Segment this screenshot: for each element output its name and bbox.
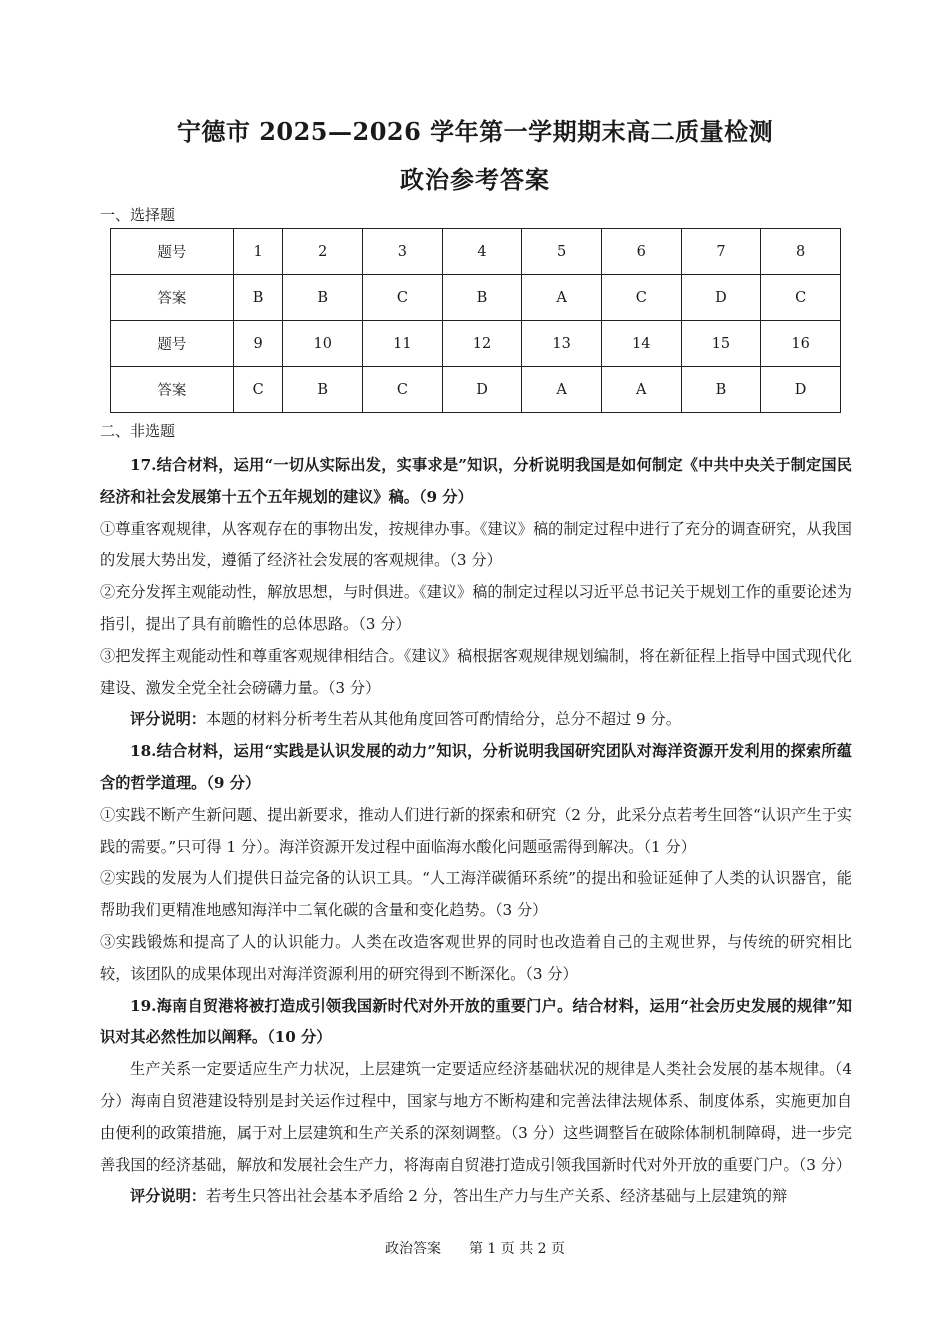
table-cell: D — [761, 367, 841, 413]
q17-point-2: ②充分发挥主观能动性，解放思想，与时俱进。《建议》稿的制定过程以习近平总书记关于规划工作的重要论述为指引，提出了具有前瞻性的总体思路。（3 分） — [100, 583, 852, 633]
table-cell: 7 — [681, 229, 761, 275]
scoring-note-text: 若考生只答出社会基本矛盾给 2 分，答出生产力与生产关系、经济基础与上层建筑的辩 — [205, 1187, 788, 1206]
page-subtitle: 政治参考答案 — [400, 165, 550, 194]
q17-point-3: ③把发挥主观能动性和尊重客观规律相结合。《建议》稿根据客观规律规划编制，将在新征程上指导中国式现代化建设、激发全党全社会磅礴力量。（3 分） — [100, 646, 852, 697]
table-cell: 15 — [681, 321, 761, 367]
table-cell: 14 — [601, 321, 681, 367]
table-cell: B — [283, 367, 363, 413]
table-cell: A — [601, 367, 681, 413]
table-cell: D — [442, 367, 522, 413]
row-header-cell: 题号 — [111, 321, 234, 367]
table-cell: C — [761, 275, 841, 321]
question-18: 18.结合材料，运用“实践是认识发展的动力”知识，分析说明我国研究团队对海洋资源开发利用的探索所蕴含的哲学道理。（9 分） — [100, 742, 852, 792]
table-cell: 16 — [761, 321, 841, 367]
table-cell: 10 — [283, 321, 363, 367]
table-cell: B — [442, 275, 522, 321]
table-cell: D — [681, 275, 761, 321]
table-cell: C — [363, 275, 443, 321]
question-17: 17.结合材料，运用“一切从实际出发，实事求是”知识，分析说明我国是如何制定《中共中央关于制定国民经济和社会发展第十五个五年规划的建议》稿。（9 分） — [100, 456, 852, 506]
table-cell: 4 — [442, 229, 522, 275]
q17-scoring-note — [100, 704, 852, 736]
q19-paragraph: 生产关系一定要适应生产力状况，上层建筑一定要适应经济基础状况的规律是人类社会发展的基本规律。（4 分）海南自贸港建设特别是封关运作过程中，国家与地方不断构建和完善法律法规体系、制度体系，实施更加自由便利的政策措施，属于对上层建筑和生产关系的深刻调整。（3 分）这些调整旨在破除体制机制障碍，进一步完善我国的经济基础，解放和发展社会生产力，将海南自贸港打造成引领我国新时代对外开放的重要门户。（3 分） — [100, 1060, 852, 1174]
table-cell: 3 — [363, 229, 443, 275]
answer-table — [110, 228, 841, 413]
q17-point-1: ①尊重客观规律，从客观存在的事物出发，按规律办事。《建议》稿的制定过程中进行了充分的调查研究，从我国的发展大势出发，遵循了经济社会发展的客观规律。（3 分） — [100, 519, 852, 570]
table-cell: 11 — [363, 321, 443, 367]
section-heading-nonchoice: 二、非选题 — [100, 422, 176, 440]
table-cell: 9 — [233, 321, 283, 367]
section-heading-choice: 一、选择题 — [100, 206, 176, 224]
table-cell: 2 — [283, 229, 363, 275]
q18-point-2: ②实践的发展为人们提供日益完备的认识工具。“人工海洋碳循环系统”的提出和验证延伸了人类的认识器官，能帮助我们更精准地感知海洋中二氧化碳的含量和变化趋势。（3 分） — [100, 869, 852, 920]
table-cell: B — [681, 367, 761, 413]
table-cell: 8 — [761, 229, 841, 275]
table-cell: 13 — [522, 321, 602, 367]
table-cell: 5 — [522, 229, 602, 275]
table-cell: C — [233, 367, 283, 413]
scoring-note-label: 评分说明： — [130, 1187, 206, 1206]
table-cell: A — [522, 275, 602, 321]
table-cell: A — [522, 367, 602, 413]
table-row — [111, 229, 841, 275]
table-cell: C — [601, 275, 681, 321]
table-row — [111, 367, 841, 413]
q18-point-1: ①实践不断产生新问题、提出新要求，推动人们进行新的探索和研究（2 分，此采分点若考生回答“认识产生于实践的需要。”只可得 1 分）。海洋资源开发过程中面临海水酸化问题亟需得到解决。（1 分） — [100, 805, 852, 856]
table-cell: C — [363, 367, 443, 413]
question-19: 19.海南自贸港将被打造成引领我国新时代对外开放的重要门户。结合材料，运用“社会历史发展的规律”知识对其必然性加以阐释。（10 分） — [100, 996, 852, 1047]
table-cell: B — [283, 275, 363, 321]
table-cell: 6 — [601, 229, 681, 275]
page-title: 宁德市 2025—2026 学年第一学期期末高二质量检测 — [176, 117, 774, 146]
table-cell: 1 — [233, 229, 283, 275]
scoring-note-text: 本题的材料分析考生若从其他角度回答可酌情给分，总分不超过 9 分。 — [205, 710, 681, 729]
scoring-note-label: 评分说明： — [130, 710, 206, 729]
table-row — [111, 275, 841, 321]
page-footer: 政治答案 第 1 页 共 2 页 — [384, 1241, 566, 1257]
row-header-cell: 答案 — [111, 367, 234, 413]
row-header-cell: 题号 — [111, 229, 234, 275]
q19-scoring-note — [100, 1181, 852, 1213]
q18-point-3: ③实践锻炼和提高了人的认识能力。人类在改造客观世界的同时也改造着自己的主观世界，与传统的研究相比较，该团队的成果体现出对海洋资源利用的研究得到不断深化。（3 分） — [100, 932, 852, 983]
table-cell: B — [233, 275, 283, 321]
table-cell: 12 — [442, 321, 522, 367]
row-header-cell: 答案 — [111, 275, 234, 321]
table-row — [111, 321, 841, 367]
answers-body — [100, 450, 852, 1213]
